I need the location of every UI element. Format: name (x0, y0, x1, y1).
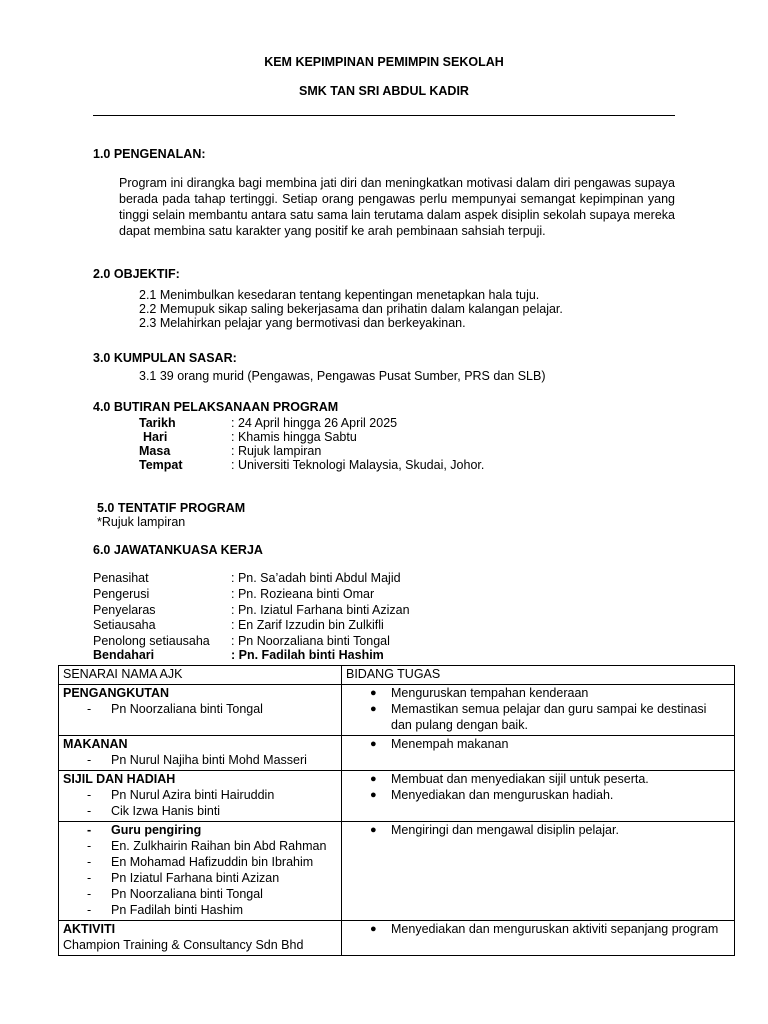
duty-list (346, 822, 734, 838)
list-item: ● Menempah makanan (370, 737, 509, 751)
document-title: KEM KEPIMPINAN PEMIMPIN SEKOLAH (264, 55, 504, 69)
duty-list (346, 921, 734, 937)
list-item: - En Mohamad Hafizuddin bin Ibrahim (87, 855, 314, 869)
target-group-item: 3.1 39 orang murid (Pengawas, Pengawas Pusat Sumber, PRS dan SLB) (139, 369, 546, 383)
committee-member: : Pn Noorzaliana binti Tongal (231, 634, 390, 648)
detail-value: : Rujuk lampiran (231, 444, 322, 458)
list-item: - En. Zulkhairin Raihan bin Abd Rahman (87, 839, 327, 853)
committee-member: : Pn. Iziatul Farhana binti Azizan (231, 603, 410, 617)
list-item: ● Membuat dan menyediakan sijil untuk peserta. (370, 772, 649, 786)
section-1-paragraph: Program ini dirangka bagi membina jati diri dan meningkatkan motivasi dalam diri pengawas supaya berada pada tahap tertinggi. Setiap orang pengawas perlu mempunyai semangat kepimpinan yang tinggi selain membantu antara satu sama lain terutama dalam aspek disiplin sekolah supaya mereka dapat membina satu karakter yang positif ke arah pembinaan sahsiah terpuji. (119, 176, 675, 238)
vendor-name: Champion Training & Consultancy Sdn Bhd (63, 938, 304, 952)
unit-title: AKTIVITI (63, 922, 116, 936)
table-row (59, 921, 735, 956)
duty-list (346, 771, 734, 803)
detail-label: Tempat (139, 458, 183, 472)
list-item: - Pn Iziatul Farhana binti Azizan (87, 871, 280, 885)
objective-item: 2.2 Memupuk sikap saling bekerjasama dan prihatin dalam kalangan pelajar. (139, 302, 563, 316)
bullet-icon: ● (370, 923, 377, 935)
section-1-heading: 1.0 PENGENALAN: (93, 147, 206, 161)
bullet-icon: ● (370, 773, 377, 785)
committee-member: : Pn. Rozieana binti Omar (231, 587, 375, 601)
objective-item: 2.1 Menimbulkan kesedaran tentang kepentingan menetapkan hala tuju. (139, 288, 540, 302)
committee-role: Penasihat (93, 571, 149, 585)
section-3-heading: 3.0 KUMPULAN SASAR: (93, 351, 237, 365)
list-item: - Pn Fadilah binti Hashim (87, 903, 244, 917)
bullet-icon: ● (370, 703, 377, 715)
committee-member: : Pn. Sa’adah binti Abdul Majid (231, 571, 401, 585)
unit-title: PENGANGKUTAN (63, 686, 170, 700)
member-list (63, 752, 341, 768)
unit-title: MAKANAN (63, 737, 128, 751)
table-row (59, 685, 735, 736)
detail-value: : Universiti Teknologi Malaysia, Skudai, Johor. (231, 458, 485, 472)
detail-value: : Khamis hingga Sabtu (231, 430, 357, 444)
bullet-icon: ● (370, 738, 377, 750)
column-header: SENARAI NAMA AJK (59, 666, 342, 685)
list-item: - Guru pengiring (87, 823, 202, 837)
duty-list (346, 685, 734, 733)
list-item: - Pn Noorzaliana binti Tongal (87, 887, 263, 901)
committee-role: Penolong setiausaha (93, 634, 210, 648)
table-header-row (59, 666, 735, 685)
list-item: - Pn Nurul Najiha binti Mohd Masseri (87, 753, 307, 767)
committee-duties-table (58, 665, 735, 956)
unit-title: SIJIL DAN HADIAH (63, 772, 176, 786)
school-name: SMK TAN SRI ABDUL KADIR (299, 84, 469, 98)
detail-label: Hari (143, 430, 168, 444)
list-item: - Pn Nurul Azira binti Hairuddin (87, 788, 275, 802)
list-item: ● Menyediakan dan menguruskan aktiviti sepanjang program (370, 922, 719, 936)
table-row (59, 822, 735, 921)
committee-role: Setiausaha (93, 618, 156, 632)
list-item: ● Mengiringi dan mengawal disiplin pelajar. (370, 823, 619, 837)
table-row (59, 771, 735, 822)
section-5-heading: 5.0 TENTATIF PROGRAM (97, 501, 246, 515)
committee-role: Pengerusi (93, 587, 150, 601)
detail-label: Tarikh (139, 416, 176, 430)
committee-role: Bendahari (93, 648, 155, 662)
bullet-icon: ● (370, 824, 377, 836)
list-item: ● Menguruskan tempahan kenderaan (370, 686, 589, 700)
committee-member: : En Zarif Izzudin bin Zulkifli (231, 618, 384, 632)
duty-list (346, 736, 734, 752)
table-row (59, 736, 735, 771)
member-list (63, 822, 341, 918)
list-item: - Cik Izwa Hanis binti (87, 804, 221, 818)
section-4-heading: 4.0 BUTIRAN PELAKSANAAN PROGRAM (93, 400, 339, 414)
member-list (63, 787, 341, 819)
section-6-heading: 6.0 JAWATANKUASA KERJA (93, 543, 263, 557)
bullet-icon: ● (370, 789, 377, 801)
detail-value: : 24 April hingga 26 April 2025 (231, 416, 398, 430)
header-divider (93, 115, 675, 116)
list-item: - Pn Noorzaliana binti Tongal (87, 702, 263, 716)
list-item: ● Memastikan semua pelajar dan guru sampai ke destinasi dan pulang dengan baik. (370, 702, 707, 732)
section-2-heading: 2.0 OBJEKTIF: (93, 267, 180, 281)
bullet-icon: ● (370, 687, 377, 699)
committee-member: : Pn. Fadilah binti Hashim (231, 648, 384, 662)
member-list (63, 701, 341, 717)
column-header: BIDANG TUGAS (342, 666, 735, 685)
list-item: ● Menyediakan dan menguruskan hadiah. (370, 788, 614, 802)
detail-label: Masa (139, 444, 171, 458)
committee-role: Penyelaras (93, 603, 156, 617)
objective-item: 2.3 Melahirkan pelajar yang bermotivasi dan berkeyakinan. (139, 316, 466, 330)
section-5-note: *Rujuk lampiran (97, 515, 186, 529)
